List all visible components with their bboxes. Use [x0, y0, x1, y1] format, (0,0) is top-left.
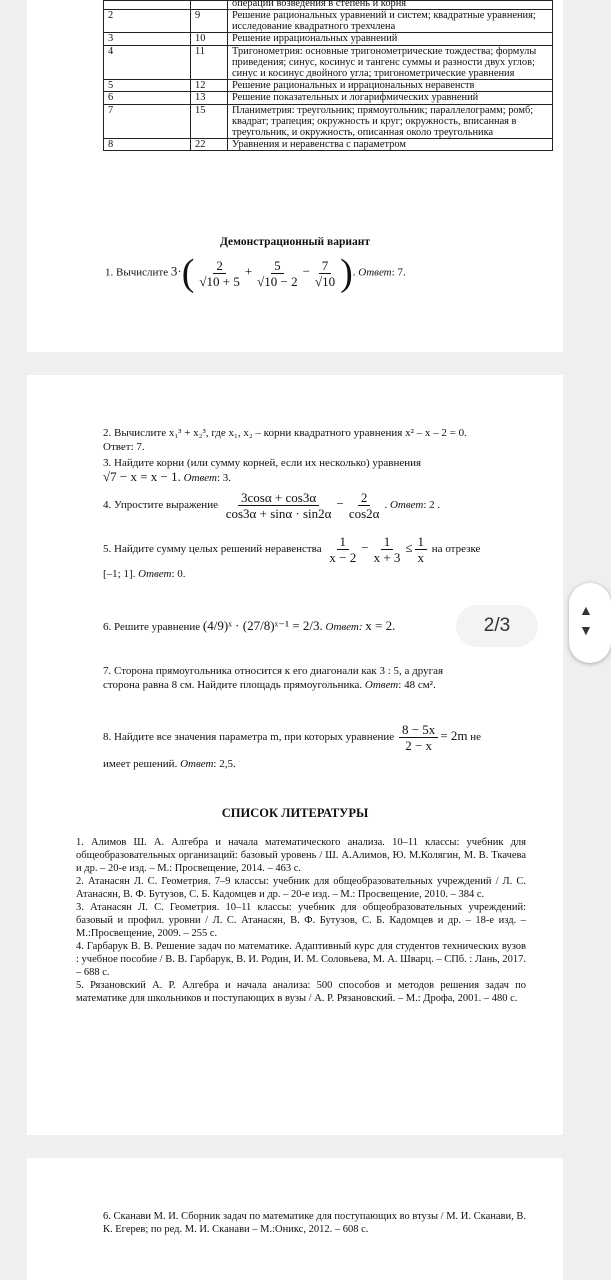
table-row: 5 12 Решение рациональных и иррациональных неравенств	[104, 80, 553, 92]
task-4: 4. Упростите выражение $\frac{3\cos\alpha + \cos 3\alpha}{\cos 3\alpha + \sin\alpha \cdot \sin 2\alpha}$ − $\frac{2}{\cos 2\alpha}$ . Ответ: 2 .	[103, 490, 441, 521]
task-7: 7. Сторона прямоугольника относится к его диагонали как 3 : 5, а другая сторона равна 8 см. Найдите площадь прямоугольника. Ответ: 48 см².	[103, 665, 444, 691]
topics-table	[103, 0, 553, 151]
task-5: 5. Найдите сумму целых решений неравенства $\frac{1}{x - 2}$ − $\frac{1}{x + 3}$ ≤ $\frac{1}{x}$ на отрезке [–1; 1]. Ответ: 0.	[103, 534, 481, 580]
literature-list	[76, 836, 526, 1005]
literature-list-continued	[103, 1210, 526, 1236]
table-row: 2 9 Решение рациональных уравнений и систем; квадратные уравнения; исследование квадратного трехчлена	[104, 10, 553, 33]
arrow-up-icon: ▲	[579, 604, 593, 619]
table-row: 7 15 Планиметрия: треугольник; прямоугольник; параллелограмм; ромб; квадрат; трапеция; окружность и круг; окружность, вписанная в треугольник, и окружность, описанная около треугольника	[104, 104, 553, 139]
task-2: 2. Вычислите x₁³ + x₂³, где x₁, x₂ – корни квадратного уравнения x² – x – 2 = 0. Ответ: 7.	[103, 427, 467, 453]
task-8: 8. Найдите все значения параметра m, при которых уравнение $\frac{8 - 5x}{2 - x}$ = 2m не имеет решений. Ответ: 2,5.	[103, 722, 482, 770]
table-row: 6 13 Решение показательных и логарифмических уравнений	[104, 92, 553, 104]
document-page-1	[27, 0, 563, 352]
task-1: 1. Вычислите 3·( $\frac{2}{√10 + 5}$ + $\frac{5}{√10 - 2}$ − $\frac{7}{√10}$ ). Ответ: 7.	[105, 252, 406, 294]
scroll-handle[interactable]	[569, 583, 611, 663]
task-3: 3. Найдите корни (или сумму корней, если их несколько) уравнения √7 − x = x − 1. Ответ: 3.	[103, 457, 422, 484]
demo-title: Демонстрационный вариант	[220, 236, 370, 248]
literature-title: СПИСОК ЛИТЕРАТУРЫ	[221, 806, 369, 820]
list-item: 2. Атанасян Л. С. Геометрия. 7–9 классы: учебник для общеобразовательных учреждений / Л. С. Атанасян, В. Ф. Бутузов, С. Б. Кадомцев и др. – 20-е изд. – М.: Просвещение, 2010. – 384 с.	[76, 876, 526, 900]
page-indicator: 2/3	[456, 605, 538, 647]
list-item: 6. Сканави М. И. Сборник задач по математике для поступающих во втузы / М. И. Сканави, В. К. Егерев; по ред. М. И. Сканави – М.:Оникс, 2012. – 608 с.	[103, 1211, 526, 1235]
list-item: 3. Атанасян Л. С. Геометрия. 10–11 классы: учебник для общеобразовательных учреждений: базовый и профил. уровни / Л. С. Атанасян, В. Ф. Бутузов, С. Б. Кадомцев и др. – 18-е изд. – М.:Просвещение, 2009. – 255 с.	[76, 902, 526, 939]
table-row: 3 10 Решение иррациональных уравнений	[104, 33, 553, 45]
table-row: операции возведения в степень и корня	[104, 1, 553, 10]
arrow-down-icon: ▼	[579, 624, 593, 639]
table-row: 4 11 Тригонометрия: основные тригонометрические тождества; формулы приведения; синус, косинус и тангенс суммы и разности двух углов; синус и косинус двойного угла; тригонометрические уравнения	[104, 45, 553, 80]
table-row: 8 22 Уравнения и неравенства с параметром	[104, 139, 553, 151]
task-6: 6. Решите уравнение (4/9)ˣ · (27/8)ˣ⁻¹ = 2/3. Ответ: x = 2.	[103, 618, 396, 633]
list-item: 4. Гарбарук В. В. Решение задач по математике. Адаптивный курс для студентов технических вузов : учебное пособие / В. В. Гарбарук, В. И. Родин, И. М. Соловьева, М. А. Шварц. – СПб. : Лань, 2017. – 688 с.	[76, 941, 527, 978]
list-item: 1. Алимов Ш. А. Алгебра и начала математического анализа. 10–11 классы: учебник для общеобразовательных организаций: базовый уровень / Ш. А.Алимов, Ю. М.Колягин, М. В. Ткачева и др. – 20-е изд. – М.: Просвещение, 2014. – 463 с.	[76, 837, 526, 874]
list-item: 5. Рязановский А. Р. Алгебра и начала анализа: 500 способов и методов решения задач по математике для школьников и поступающих в вузы / А. Р. Рязановский. – М.: Дрофа, 2001. – 480 с.	[76, 980, 526, 1004]
